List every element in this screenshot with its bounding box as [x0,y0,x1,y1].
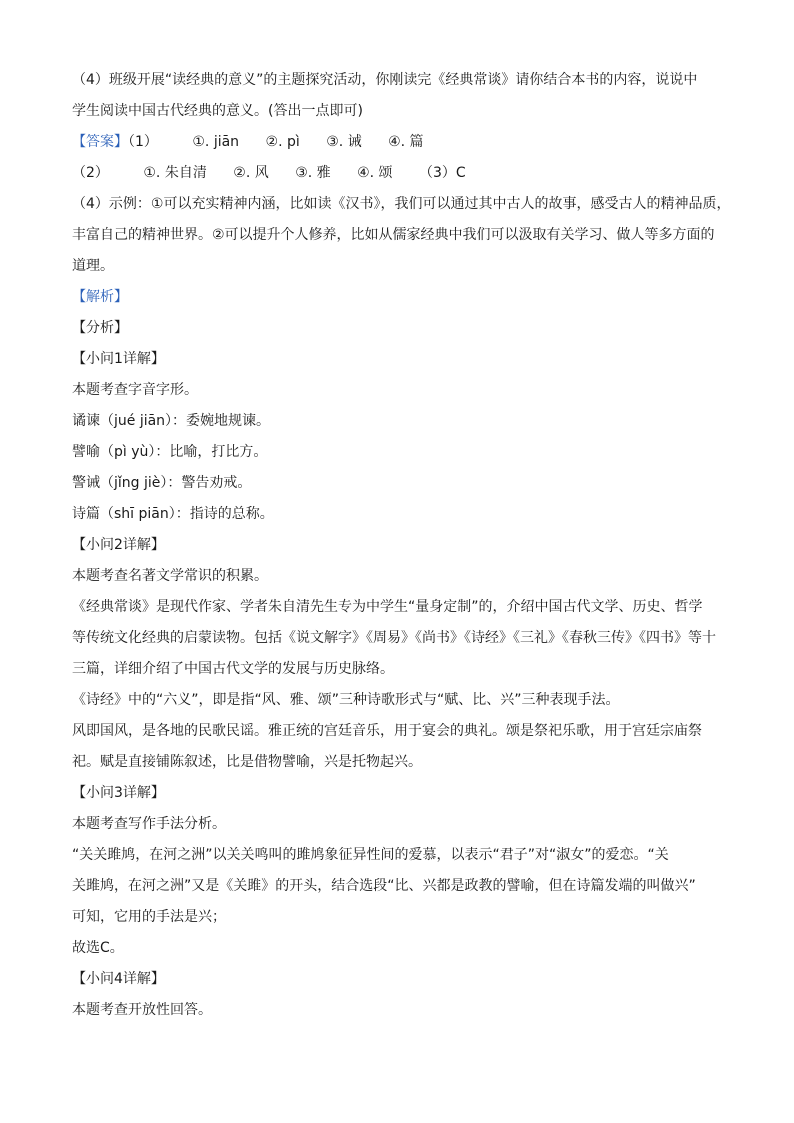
answer-1-item-1: ①. jiān [192,134,240,150]
analysis-tag: 【解析】 [72,289,128,305]
answer-4-line-1: （4）示例：①可以充实精神内涵，比如读《汉书》，我们可以通过其中古人的故事，感受古人的精神品质， [72,196,731,212]
section-2-line: 三篇，详细介绍了中国古代文学的发展与历史脉络。 [72,661,394,677]
section-2-line: 本题考查名著文学常识的积累。 [72,568,268,584]
answer-1-item-4: ④. 篇 [388,134,424,150]
section-1-line: 谲谏（jué jiān）：委婉地规谏。 [72,413,271,429]
section-1-line: 诗篇（shī piān）：指诗的总称。 [72,506,274,522]
section-1-line: 警诫（jǐng jiè）：警告劝戒。 [72,475,252,491]
question-4-line-1: （4）班级开展“读经典的意义”的主题探究活动，你刚读完《经典常谈》请你结合本书的内容，说说中 [72,72,698,88]
answer-2-item-2: ②. 风 [233,165,269,181]
answer-tag: 【答案】 [72,134,128,150]
answer-3: （3）C [419,165,466,181]
section-2-line: 《诗经》中的“六义”，即是指“风、雅、颂”三种诗歌形式与“赋、比、兴”三种表现手法。 [72,692,620,708]
document-body [72,65,732,1026]
answer-2-prefix: （2） [72,165,109,181]
answer-2-item-1: ①. 朱自清 [143,165,207,181]
answer-1-item-3: ③. 诫 [326,134,362,150]
answer-4-line-3: 道理。 [72,258,114,274]
section-3-title: 【小问3详解】 [72,785,165,801]
section-1-line: 本题考查字音字形。 [72,382,198,398]
answer-row-1 [72,127,732,158]
answer-row-2 [72,158,732,189]
section-3-line: 可知，它用的手法是兴； [72,909,226,925]
section-2-title: 【小问2详解】 [72,537,165,553]
section-4-title: 【小问4详解】 [72,971,165,987]
answer-2-item-4: ④. 颂 [357,165,393,181]
answer-1-item-2: ②. pì [265,134,300,150]
section-4-line: 本题考查开放性回答。 [72,1002,212,1018]
analysis-fenxi: 【分析】 [72,320,128,336]
answer-4-line-2: 丰富自己的精神世界。②可以提升个人修养，比如从儒家经典中我们可以汲取有关学习、做人等多方面的 [72,227,715,243]
section-2-line: 《经典常谈》是现代作家、学者朱自清先生专为中学生“量身定制”的，介绍中国古代文学、历史、哲学 [72,599,703,615]
section-3-line: 关雎鸠，在河之洲”又是《关雎》的开头，结合选段“比、兴都是政教的譬喻，但在诗篇发端的叫做兴” [72,878,696,894]
section-3-line: 本题考查写作手法分析。 [72,816,226,832]
section-2-line: 祀。赋是直接铺陈叙述，比是借物譬喻，兴是托物起兴。 [72,754,422,770]
section-1-line: 譬喻（pì yù）：比喻，打比方。 [72,444,268,460]
answer-1-prefix: （1） [128,134,158,150]
section-3-line: 故选C。 [72,940,124,956]
question-4-line-2: 学生阅读中国古代经典的意义。(答出一点即可) [72,103,363,119]
section-1-title: 【小问1详解】 [72,351,165,367]
answer-2-item-3: ③. 雅 [295,165,331,181]
section-3-line: “关关雎鸠，在河之洲”以关关鸣叫的雎鸠象征异性间的爱慕，以表示“君子”对“淑女”的爱恋。“关 [72,847,669,863]
section-2-line: 等传统文化经典的启蒙读物。包括《说文解字》《周易》《尚书》《诗经》《三礼》《春秋三传》《四书》等十 [72,630,716,646]
section-2-line: 风即国风，是各地的民歌民谣。雅正统的宫廷音乐，用于宴会的典礼。颂是祭祀乐歌，用于宫廷宗庙祭 [72,723,702,739]
